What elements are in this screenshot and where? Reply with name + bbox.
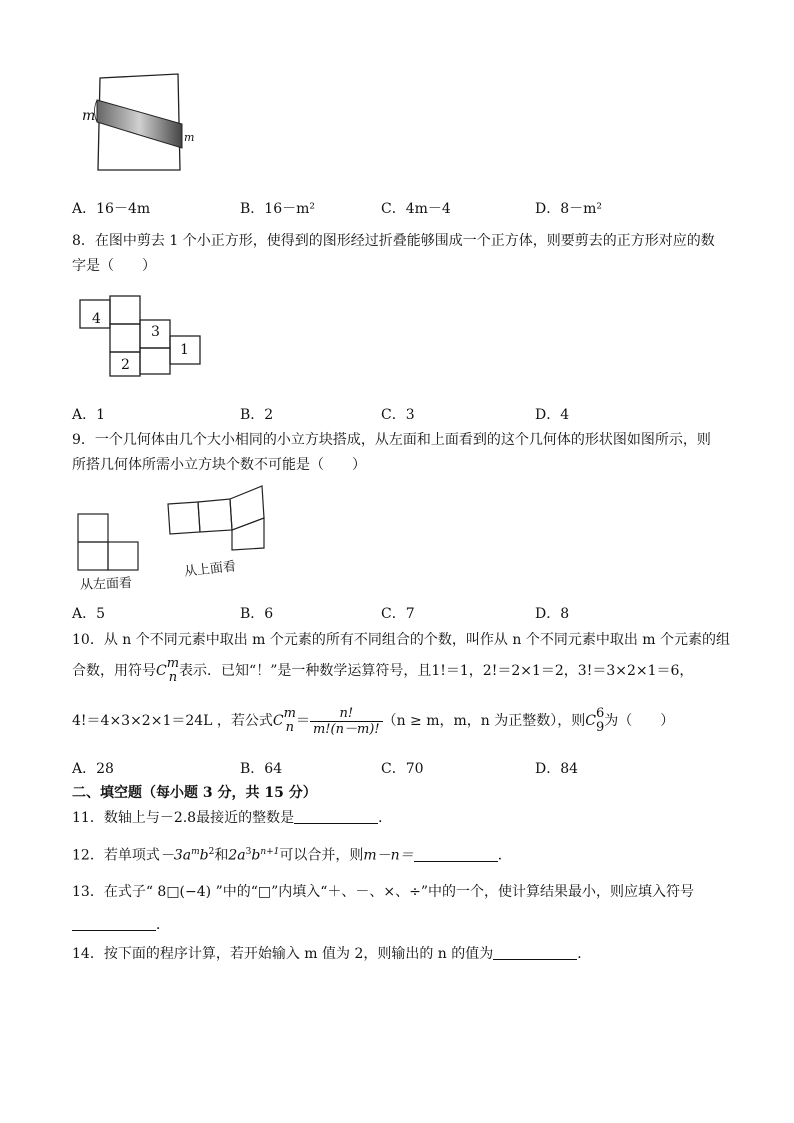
q9-stem-line2: 所搭几何体所需小立方块个数不可能是（ ） xyxy=(72,457,366,473)
q8-net-figure xyxy=(78,292,208,378)
q9-top-view-caption: 从上面看 xyxy=(183,559,237,580)
q9-option-a[interactable]: A．5 xyxy=(72,606,106,622)
q10-stem-line3: 4!＝4×3×2×1＝24L ，若公式C m n ＝ $\frac{n!}{m!(n-m)!}$ （n ≥ m，m，n 为正整数），则C 6 9 为（ ） xyxy=(72,705,675,737)
q10-option-c[interactable]: C．70 xyxy=(381,761,424,777)
q7-option-b[interactable]: B．16－m² xyxy=(240,201,315,217)
q8-cell-1: 1 xyxy=(180,342,189,358)
q7-option-c[interactable]: C．4m－4 xyxy=(381,201,451,217)
q9-stem-line1: 9．一个几何体由几个大小相同的小立方块搭成，从左面和上面看到的这个几何体的形状图如图所示，则 xyxy=(72,432,711,448)
q10-option-a[interactable]: A．28 xyxy=(72,761,114,777)
q14-answer-blank[interactable] xyxy=(493,945,577,960)
q10-stem-line1: 10．从 n 个不同元素中取出 m 个元素的所有不同组合的个数，叫作从 n 个不同元素中取出 m 个元素的组 xyxy=(72,632,730,648)
q8-option-d[interactable]: D．4 xyxy=(535,407,570,423)
q10-stem-line2: 合数，用符号C m n 表示．已知“！”是一种数学运算符号，且1!＝1，2!＝2×1＝2，3!＝3×2×1＝6， xyxy=(72,656,694,685)
q12-answer-blank[interactable] xyxy=(414,847,498,862)
q10-combination-symbol: m n xyxy=(166,656,180,685)
q8-cell-3: 3 xyxy=(151,324,160,340)
q9-option-c[interactable]: C．7 xyxy=(381,606,415,622)
q12-stem: 12．若单项式$-3a^mb^2$和$2a^3b^{n+1}$可以合并，则m－n＝ ． xyxy=(72,847,512,864)
q8-option-b[interactable]: B．2 xyxy=(240,407,274,423)
q14-stem: 14．按下面的程序计算，若开始输入 m 值为 2，则输出的 n 的值为 ． xyxy=(72,946,592,962)
q11-answer-blank[interactable] xyxy=(294,809,378,824)
q9-option-d[interactable]: D．8 xyxy=(535,606,570,622)
q9-left-view-figure xyxy=(76,512,146,576)
q7-option-a[interactable]: A．16－4m xyxy=(72,201,151,217)
q8-cell-4: 4 xyxy=(92,311,101,327)
q7-figure xyxy=(80,70,200,180)
q7-option-d[interactable]: D．8－m² xyxy=(535,201,603,217)
q10-option-d[interactable]: D．84 xyxy=(535,761,579,777)
q9-left-view-caption: 从左面看 xyxy=(79,576,133,593)
q13-stem-line1: 13．在式子“ 8□(−4) ”中的“□”内填入“＋、－、×、÷”中的一个，使计算结果最小，则应填入符号 xyxy=(72,884,695,900)
q8-option-a[interactable]: A．1 xyxy=(72,407,106,423)
q8-stem-line1: 8．在图中剪去 1 个小正方形，使得到的图形经过折叠能够围成一个正方体，则要剪去的正方形对应的数 xyxy=(72,233,715,249)
section-title-fill-in: 二、填空题（每小题 3 分，共 15 分） xyxy=(72,785,317,801)
q10-formula-fraction: $\frac{n!}{m!(n-m)!}$ xyxy=(310,706,383,737)
q7-label-m-right: m xyxy=(184,131,195,144)
q10-option-b[interactable]: B．64 xyxy=(240,761,283,777)
q10-c69-symbol: 6 9 xyxy=(595,706,605,735)
q7-label-m-left: m xyxy=(82,108,96,124)
q13-stem-line2: ． xyxy=(72,915,170,935)
q13-answer-blank[interactable] xyxy=(72,916,156,931)
q11-stem: 11．数轴上与－2.8最接近的整数是 ． xyxy=(72,810,393,826)
q8-stem-line2: 字是（ ） xyxy=(72,258,156,274)
q8-option-c[interactable]: C．3 xyxy=(381,407,415,423)
q9-top-view-figure xyxy=(166,482,272,554)
q9-option-b[interactable]: B．6 xyxy=(240,606,274,622)
q10-formula-symbol: m n xyxy=(283,706,296,735)
q8-cell-2: 2 xyxy=(121,357,130,373)
